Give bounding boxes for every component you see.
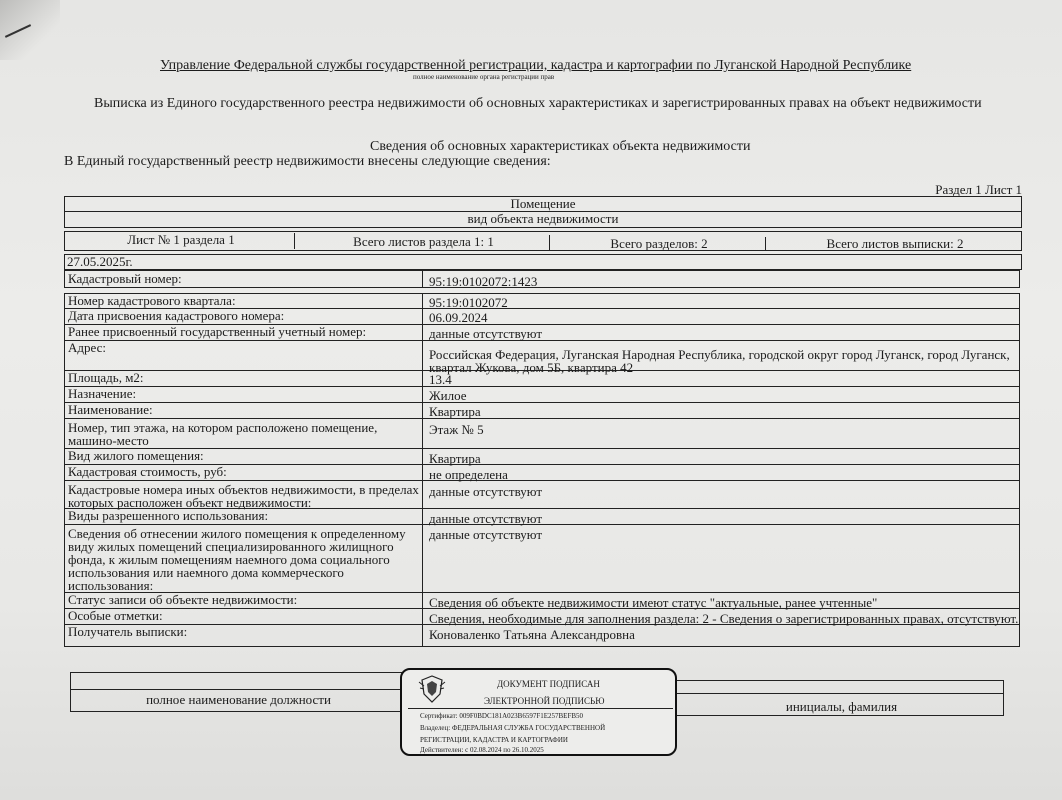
- row-value: Жилое: [429, 388, 467, 403]
- row-label: Получатель выписки:: [65, 625, 423, 646]
- table-row: [64, 509, 1020, 525]
- divider: [677, 693, 1003, 694]
- row-value: 13.4: [429, 372, 452, 387]
- row-value: не определена: [429, 467, 508, 482]
- intro-text: В Единый государственный реестр недвижимости внесены следующие сведения:: [64, 154, 551, 169]
- table-row: [64, 293, 1020, 309]
- row-label: Номер, тип этажа, на котором расположено помещение, машино-место: [65, 419, 423, 448]
- row-value: 95:19:0102072:1423: [429, 274, 538, 289]
- stamp-line-1: ДОКУМЕНТ ПОДПИСАН: [497, 679, 600, 689]
- row-value: Сведения об объекте недвижимости имеют статус "актуальные, ранее учтенные": [429, 595, 878, 610]
- row-label: Наименование:: [65, 403, 423, 418]
- row-label: Особые отметки:: [65, 609, 423, 624]
- stamp-owner-cont: РЕГИСТРАЦИИ, КАДАСТРА И КАРТОГРАФИИ: [420, 736, 568, 744]
- row-label: Кадастровые номера иных объектов недвижимости, в пределах которых расположен объект недвижимости:: [65, 481, 423, 508]
- row-value: данные отсутствуют: [429, 511, 543, 526]
- row-value: Коноваленко Татьяна Александровна: [429, 627, 635, 642]
- section-sheet-label: Раздел 1 Лист 1: [935, 182, 1022, 197]
- row-value: данные отсутствуют: [429, 484, 543, 499]
- table-row: [64, 625, 1020, 647]
- agency-name: Управление Федеральной службы государственной регистрации, кадастра и картографии по Луганской Народной Республике: [160, 58, 912, 73]
- total-sections: Всего разделов: 2: [550, 237, 766, 251]
- row-value: Российская Федерация, Луганская Народная Республика, городской округ город Луганск, город Луганск, квартал Жукова, дом 5Б, квартира 42: [429, 347, 1010, 375]
- signature-position-cell: [70, 672, 404, 712]
- row-value: данные отсутствуют: [429, 326, 543, 341]
- e-signature-stamp: [400, 668, 677, 756]
- extract-date: 27.05.2025г.: [64, 254, 1022, 270]
- position-caption: полное наименование должности: [146, 692, 331, 707]
- row-value: 06.09.2024: [429, 310, 488, 325]
- name-caption: инициалы, фамилия: [785, 699, 898, 714]
- sheets-row: [64, 231, 1022, 251]
- table-row: [64, 403, 1020, 419]
- row-value: Квартира: [429, 404, 481, 419]
- page-shadow: [0, 0, 60, 60]
- table-row: [64, 525, 1020, 593]
- sheet-number: Лист № 1 раздела 1: [65, 233, 295, 249]
- table-row: [64, 593, 1020, 609]
- stamp-certificate: Сертификат: 009F0BDC181A023B6597F1E257BEFB50: [420, 712, 584, 720]
- row-label: Номер кадастрового квартала:: [65, 294, 423, 308]
- row-label: Сведения об отнесении жилого помещения к определенному виду жилых помещений специализированного жилищного фонда, к жилым помещениям наемного дома социального использования или наемного дома коммерческого использования:: [65, 525, 423, 592]
- row-label: Ранее присвоенный государственный учетный номер:: [65, 325, 423, 340]
- table-row: [64, 609, 1020, 625]
- table-row: [64, 325, 1020, 341]
- row-label: Кадастровая стоимость, руб:: [65, 465, 423, 480]
- row-label: Статус записи об объекте недвижимости:: [65, 593, 423, 608]
- coat-of-arms-icon: [418, 674, 446, 704]
- row-label: Кадастровый номер:: [65, 271, 423, 287]
- total-sheets-extract: Всего листов выписки: 2: [826, 236, 964, 251]
- table-row: [64, 387, 1020, 403]
- table-row: [64, 465, 1020, 481]
- stamp-validity: Действителен: с 02.08.2024 по 26.10.2025: [420, 746, 544, 754]
- row-value: 95:19:0102072: [429, 295, 508, 310]
- row-label: Дата присвоения кадастрового номера:: [65, 309, 423, 324]
- row-value: Сведения, необходимые для заполнения раздела: 2 - Сведения о зарегистрированных правах, отсутствуют.: [429, 611, 1019, 626]
- table-row: [64, 340, 1020, 375]
- table-row: [64, 449, 1020, 465]
- table-row: [64, 371, 1020, 387]
- agency-caption: полное наименование органа регистрации прав: [413, 73, 555, 81]
- row-value: данные отсутствуют: [429, 527, 543, 542]
- row-label: Адрес:: [65, 341, 423, 370]
- row-label: Вид жилого помещения:: [65, 449, 423, 464]
- signature-name-cell: [676, 680, 1004, 716]
- cadastral-number-row: [64, 270, 1020, 288]
- stamp-divider: [408, 708, 673, 709]
- object-type: Помещение: [64, 196, 1022, 212]
- extract-title: Выписка из Единого государственного реестра недвижимости об основных характеристиках и зарегистрированных правах на объект недвижимости: [94, 96, 982, 111]
- row-value: Этаж № 5: [429, 422, 484, 437]
- stamp-line-2: ЭЛЕКТРОННОЙ ПОДПИСЬЮ: [484, 696, 605, 706]
- row-label: Назначение:: [65, 387, 423, 402]
- table-row: [64, 419, 1020, 449]
- stamp-owner: Владелец: ФЕДЕРАЛЬНАЯ СЛУЖБА ГОСУДАРСТВЕННОЙ: [420, 724, 606, 732]
- divider: [71, 689, 403, 690]
- section-title: Сведения об основных характеристиках объекта недвижимости: [370, 139, 751, 154]
- object-type-caption: вид объекта недвижимости: [64, 212, 1022, 228]
- table-row: [64, 481, 1020, 509]
- row-label: Площадь, м2:: [65, 371, 423, 386]
- row-value: Квартира: [429, 451, 481, 466]
- row-label: Виды разрешенного использования:: [65, 509, 423, 524]
- table-row: [64, 309, 1020, 325]
- total-sheets-section: Всего листов раздела 1: 1: [295, 235, 550, 251]
